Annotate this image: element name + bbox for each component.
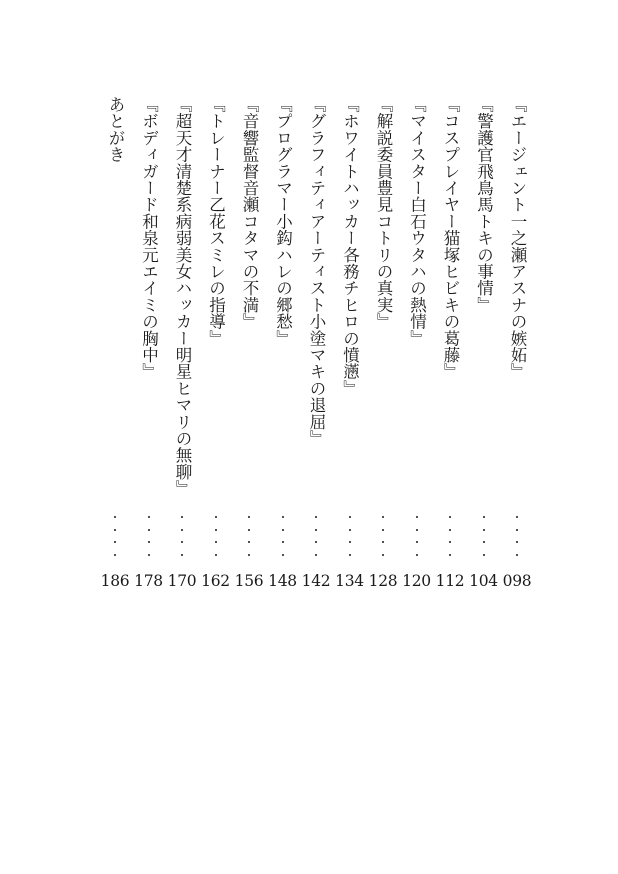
toc-entry-title: 『トレーナー乙花スミレの指導』 bbox=[206, 96, 226, 347]
toc-entry[interactable] bbox=[100, 96, 130, 606]
toc-entry-title: 『解説委員豊見コトリの真実』 bbox=[374, 96, 393, 330]
toc-entry-title: 『コスプレイヤー猫塚ヒビキの葛藤』 bbox=[441, 96, 460, 380]
toc-entry[interactable] bbox=[402, 96, 432, 606]
leader-dots bbox=[335, 516, 365, 556]
toc-entry-page: 098 bbox=[502, 572, 532, 590]
toc-entry-title: 『超天才清楚系病弱美女ハッカー明星ヒマリの無聊』 bbox=[173, 96, 192, 497]
toc-entry[interactable] bbox=[167, 96, 197, 606]
toc-entry-title: 『マイスター白石ウタハの熱情』 bbox=[407, 96, 427, 347]
leader-dots bbox=[100, 516, 130, 556]
toc-entry[interactable] bbox=[368, 96, 398, 606]
leader-dots bbox=[268, 516, 298, 556]
toc-entry[interactable] bbox=[335, 96, 365, 606]
toc-entry-page: 186 bbox=[100, 572, 130, 590]
leader-dots bbox=[201, 516, 231, 556]
toc-entry-title: 『警護官飛鳥馬トキの事情』 bbox=[474, 96, 494, 314]
leader-dots bbox=[368, 516, 398, 556]
toc-entry-page: 104 bbox=[469, 572, 498, 590]
toc-entry-page: 142 bbox=[301, 572, 331, 590]
toc-entry-page: 128 bbox=[368, 572, 398, 590]
toc-entry-page: 148 bbox=[268, 572, 297, 590]
toc-entry-page: 170 bbox=[167, 572, 197, 590]
toc-entry[interactable] bbox=[502, 96, 532, 606]
leader-dots bbox=[301, 516, 331, 556]
leader-dots bbox=[469, 516, 499, 556]
toc-entry-page: 178 bbox=[134, 572, 163, 590]
toc-entry[interactable] bbox=[301, 96, 331, 606]
toc-entry-page: 162 bbox=[201, 572, 230, 590]
toc-entry-title: 『音響監督音瀬コタマの不満』 bbox=[240, 96, 259, 330]
toc-entry-title: 『ホワイトハッカー各務チヒロの憤懣』 bbox=[340, 96, 360, 397]
toc-entry-title: 『ボディガード和泉元エイミの胸中』 bbox=[139, 96, 159, 380]
toc-entry[interactable] bbox=[268, 96, 298, 606]
toc-entry[interactable] bbox=[234, 96, 264, 606]
leader-dots bbox=[435, 516, 465, 556]
toc-entry-page: 112 bbox=[435, 572, 465, 590]
toc-entry-title: あとがき bbox=[106, 96, 125, 163]
toc-entry-title: 『エージェント一之瀬アスナの嫉妬』 bbox=[508, 96, 527, 380]
leader-dots bbox=[167, 516, 197, 556]
toc-entry[interactable] bbox=[201, 96, 231, 606]
toc-entry-page: 134 bbox=[335, 572, 364, 590]
leader-dots bbox=[234, 516, 264, 556]
leader-dots bbox=[134, 516, 164, 556]
toc-entry-title: 『グラフィティアーティスト小塗マキの退屈』 bbox=[307, 96, 326, 447]
toc-entry[interactable] bbox=[134, 96, 164, 606]
leader-dots bbox=[402, 516, 432, 556]
toc-entry-page: 156 bbox=[234, 572, 264, 590]
toc-entry-title: 『プログラマー小鈎ハレの郷愁』 bbox=[273, 96, 293, 347]
leader-dots bbox=[502, 516, 532, 556]
toc-entry[interactable] bbox=[469, 96, 499, 606]
toc-entry[interactable] bbox=[435, 96, 465, 606]
toc-entry-page: 120 bbox=[402, 572, 431, 590]
table-of-contents bbox=[100, 96, 532, 606]
